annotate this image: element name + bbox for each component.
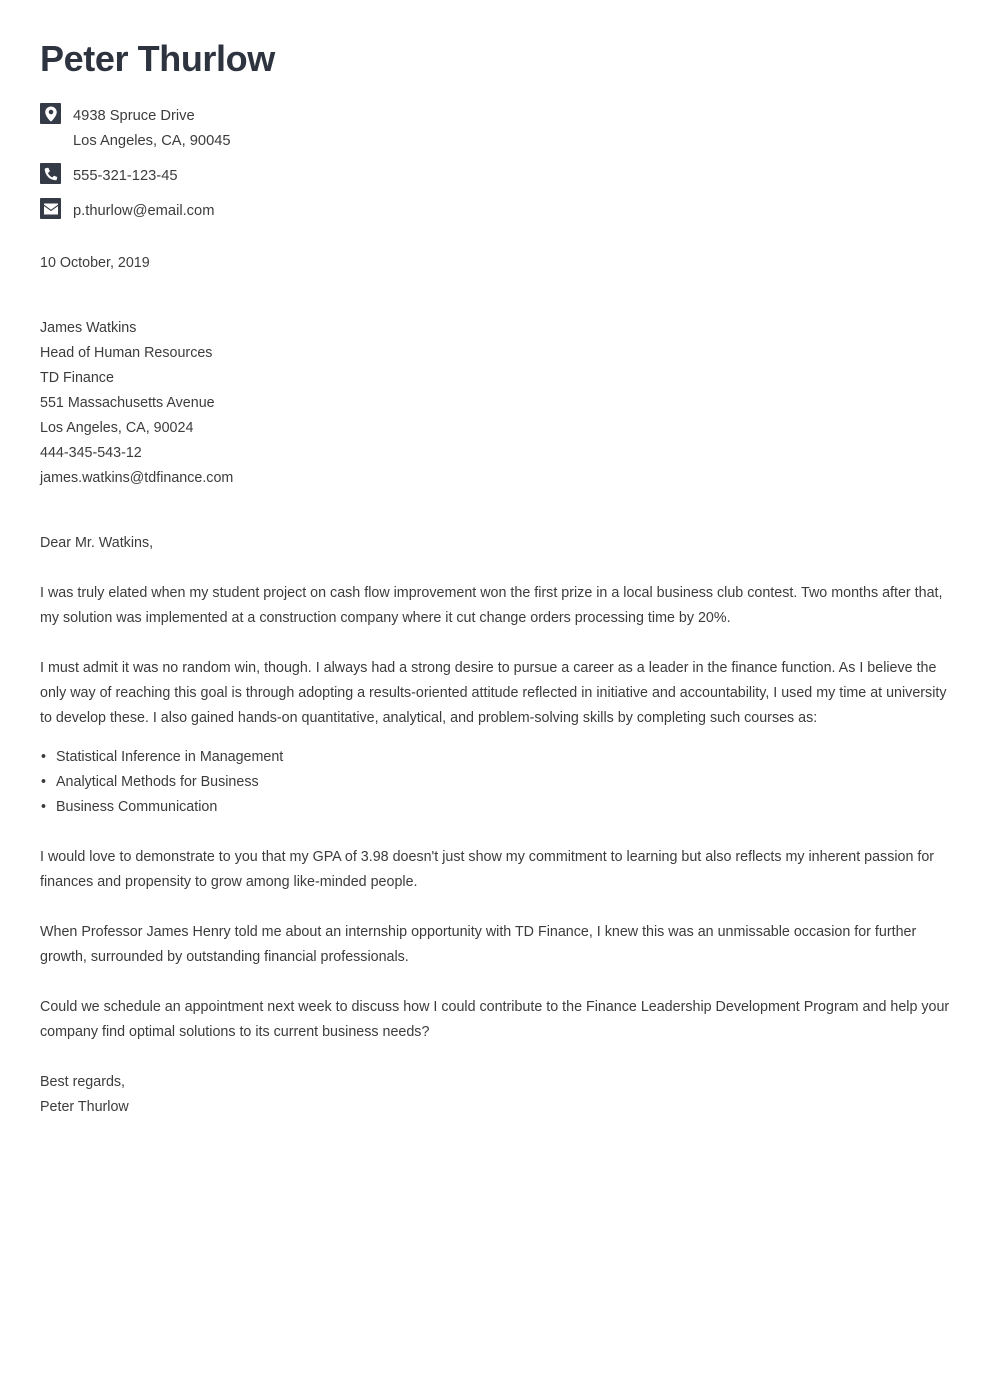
bullet-glyph: • — [41, 799, 47, 816]
list-item — [40, 795, 950, 820]
list-item — [40, 745, 950, 770]
list-item — [40, 770, 950, 795]
body-paragraph-5: Could we schedule an appointment next week to discuss how I could contribute to the Finance Leadership Development Program and help your company find optimal solutions to its current business needs? — [40, 999, 950, 1041]
recipient-title: Head of Human Resources — [40, 345, 213, 361]
email-address: p.thurlow@email.com — [73, 203, 215, 219]
recipient-street: 551 Massachusetts Avenue — [40, 395, 215, 411]
course-label: Statistical Inference in Management — [56, 749, 284, 766]
address-line-1: 4938 Spruce Drive — [73, 108, 195, 124]
course-label: Business Communication — [56, 799, 218, 816]
contact-row-phone — [40, 163, 950, 189]
address-line-2: Los Angeles, CA, 90045 — [73, 133, 231, 149]
recipient-company: TD Finance — [40, 370, 114, 386]
contact-row-email — [40, 198, 950, 224]
page-title: Peter Thurlow — [40, 38, 275, 79]
signature-name: Peter Thurlow — [40, 1099, 129, 1116]
phone-number: 555-321-123-45 — [73, 168, 178, 184]
bullet-glyph: • — [41, 749, 47, 766]
location-pin-icon — [40, 103, 61, 124]
course-list — [40, 745, 950, 820]
closing-phrase: Best regards, — [40, 1074, 126, 1091]
letterhead — [40, 0, 950, 224]
body-paragraph-2: I must admit it was no random win, though. I always had a strong desire to pursue a career as a leader in the finance function. As I believe the only way of reaching this goal is through adopting a results-oriented attitude reflected in initiative and accountability, I used my time at university to develop these. I also gained hands-on quantitative, analytical, and problem-solving skills by completing such courses as: — [40, 660, 947, 726]
signoff-block — [40, 1070, 950, 1120]
bullet-glyph: • — [41, 774, 47, 791]
recipient-name: James Watkins — [40, 320, 137, 336]
recipient-block — [40, 316, 950, 491]
letter-date: 10 October, 2019 — [40, 255, 150, 271]
email-lines — [73, 198, 950, 224]
body-paragraph-3: I would love to demonstrate to you that my GPA of 3.98 doesn't just show my commitment to learning but also reflects my inherent passion for finances and propensity to grow among like-minded people. — [40, 849, 935, 891]
address-lines — [73, 103, 950, 154]
contact-row-address — [40, 103, 950, 154]
body-paragraph-4: When Professor James Henry told me about an internship opportunity with TD Finance, I knew this was an unmissable occasion for further growth, surrounded by outstanding financial professionals. — [40, 924, 917, 966]
salutation: Dear Mr. Watkins, — [40, 535, 154, 551]
contact-details — [40, 103, 950, 224]
recipient-email: james.watkins@tdfinance.com — [40, 470, 234, 486]
recipient-city: Los Angeles, CA, 90024 — [40, 420, 194, 436]
envelope-icon — [40, 198, 61, 219]
body-paragraph-1: I was truly elated when my student project on cash flow improvement won the first prize in a local business club contest. Two months after that, my solution was implemented at a construction company where it cut change orders processing time by 20%. — [40, 585, 943, 626]
phone-icon — [40, 163, 61, 184]
recipient-phone: 444-345-543-12 — [40, 445, 142, 461]
phone-lines — [73, 163, 950, 189]
course-label: Analytical Methods for Business — [56, 774, 259, 791]
